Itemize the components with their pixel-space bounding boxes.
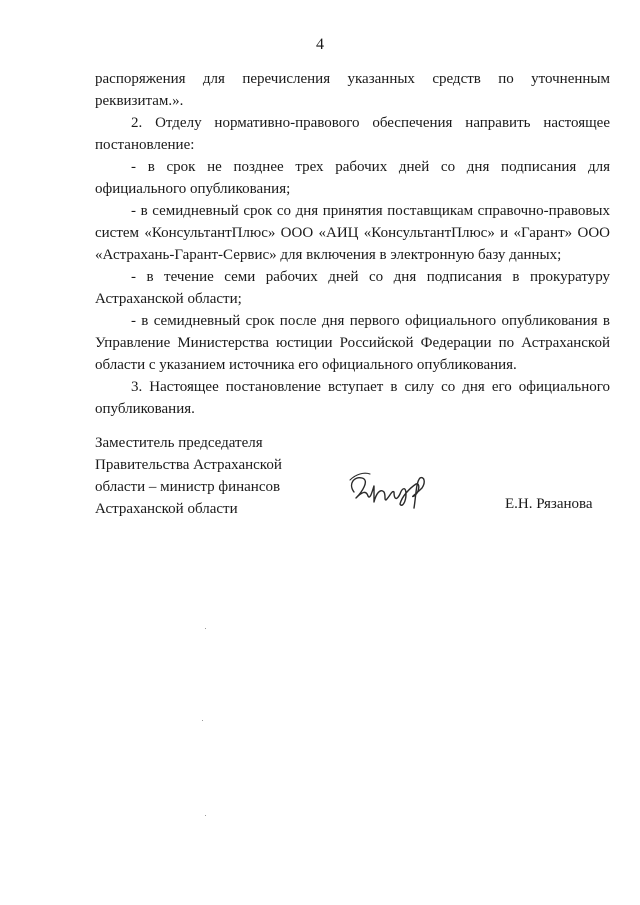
signatory-title-line: Астраханской области [95,501,238,517]
signatory-title-line: области – министр финансов [95,479,281,495]
paragraph-subitem-prosecutor: - в течение семи рабочих дней со дня подписания в прокуратуру Астраханской области; [95,269,610,307]
signatory-title-line: Заместитель председателя [95,435,263,451]
scan-artifact [202,720,203,721]
paragraph-subitem-ministry-justice: - в семидневный срок после дня первого официального опубликования в Управление Министерства юстиции Российской Федерации по Астраханской области с указанием источника его официального опубликования. [95,313,610,373]
scan-artifact [205,628,206,629]
paragraph-subitem-publication: - в срок не позднее трех рабочих дней со дня подписания для официального опубликования; [95,159,610,197]
signatory-title [95,432,325,520]
paragraph-item-2: 2. Отделу нормативно-правового обеспечения направить настоящее постановление: [95,115,610,153]
page-number: 4 [316,36,324,53]
paragraph-continuation: распоряжения для перечисления указанных средств по уточненным реквизитам.». [95,71,610,109]
document-body [95,68,610,420]
signer-name: Е.Н. Рязанова [505,496,593,512]
handwritten-signature [340,462,440,512]
paragraph-item-3: 3. Настоящее постановление вступает в силу со дня его официального опубликования. [95,379,610,417]
scan-artifact [205,815,206,816]
paragraph-subitem-legal-systems: - в семидневный срок со дня принятия поставщикам справочно-правовых систем «КонсультантПлюс» ООО «АИЦ «КонсультантПлюс» и «Гарант» ООО «Астрахань-Гарант-Сервис» для включения в электронную базу данных; [95,203,610,263]
signatory-title-line: Правительства Астраханской [95,457,282,473]
